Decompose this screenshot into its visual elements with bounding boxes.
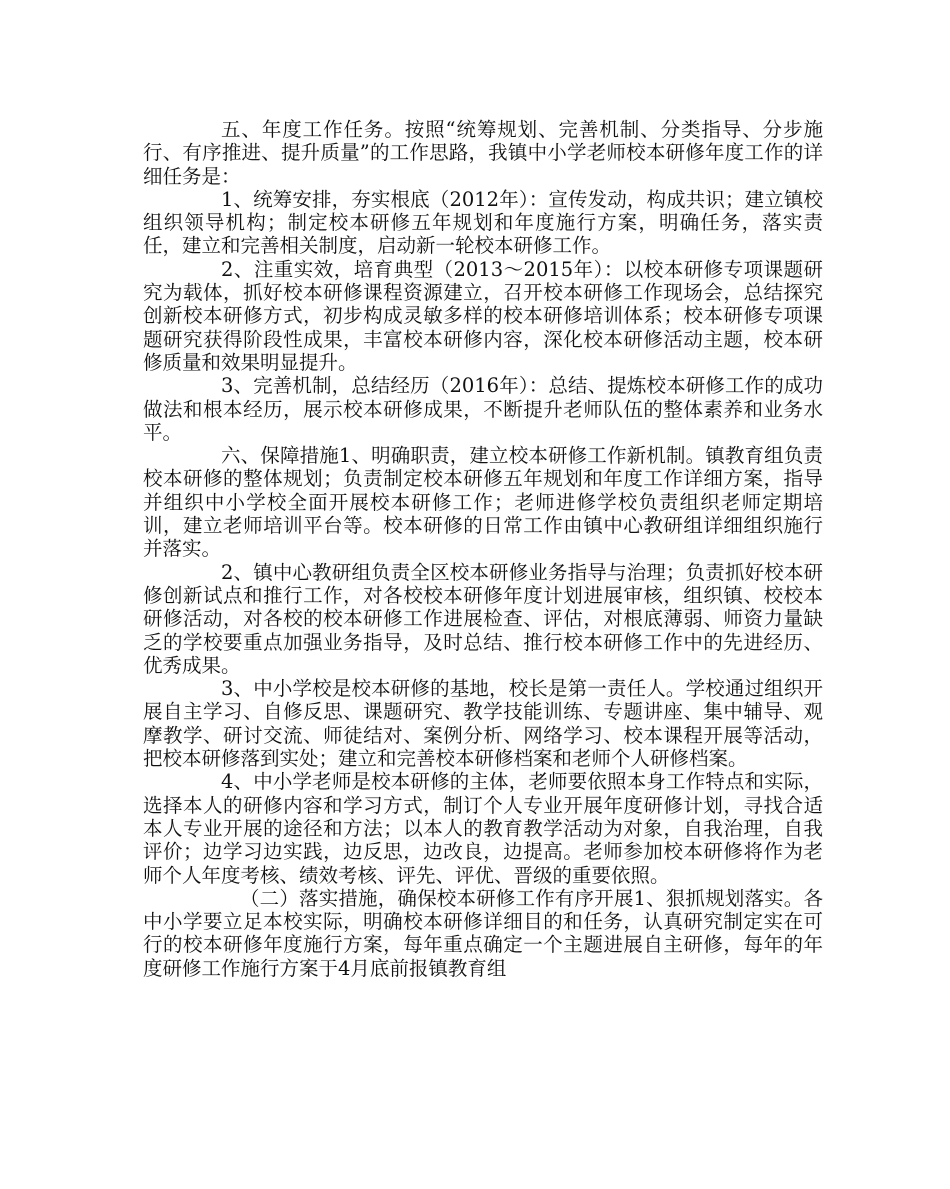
paragraph-task-1: 1、统筹安排，夯实根底（2012年）：宣传发动，构成共识；建立镇校组织领导机构；制定校本研修五年规划和年度施行方案，明确任务，落实责任，建立和完善相关制度，启动新一轮校本研修工作。	[143, 187, 823, 258]
paragraph-safeguard-3: 3、中小学校是校本研修的基地，校长是第一责任人。学校通过组织开展自主学习、自修反思、课题研究、教学技能训练、专题讲座、集中辅导、观摩教学、研讨交流、师徒结对、案例分析、网络学习、校本课程开展等活动，把校本研修落到实处；建立和完善校本研修档案和老师个人研修档案。	[143, 677, 823, 771]
paragraph-annual-tasks: 五、年度工作任务。按照“统筹规划、完善机制、分类指导、分步施行、有序推进、提升质量”的工作思路，我镇中小学老师校本研修年度工作的详细任务是：	[143, 118, 823, 188]
paragraph-safeguard-2: 2、镇中心教研组负责全区校本研修业务指导与治理；负责抓好校本研修创新试点和推行工作，对各校校本研修年度计划进展审核，组织镇、校校本研修活动，对各校的校本研修工作进展检查、评估，对根底薄弱、师资力量缺乏的学校要重点加强业务指导，及时总结、推行校本研修工作中的先进经历、优秀成果。	[143, 560, 823, 677]
paragraph-task-2: 2、注重实效，培育典型（2013～2015年）：以校本研修专项课题研究为载体，抓好校本研修课程资源建立，召开校本研修工作现场会，总结探究创新校本研修方式，初步构成灵敏多样的校本研修培训体系；校本研修专项课题研究获得阶段性成果，丰富校本研修内容，深化校本研修活动主题，校本研修质量和效果明显提升。	[143, 257, 823, 374]
paragraph-implementation: （二）落实措施，确保校本研修工作有序开展1、狠抓规划落实。各中小学要立足本校实际，明确校本研修详细目的和任务，认真研究制定实在可行的校本研修年度施行方案，每年重点确定一个主题进展自主研修，每年的年度研修工作施行方案于4月底前报镇教育组	[143, 886, 823, 980]
document-page	[143, 118, 823, 980]
paragraph-safeguards: 六、保障措施1、明确职责，建立校本研修工作新机制。镇教育组负责校本研修的整体规划；负责制定校本研修五年规划和年度工作详细方案，指导并组织中小学校全面开展校本研修工作；老师进修学校负责组织老师定期培训，建立老师培训平台等。校本研修的日常工作由镇中心教研组详细组织施行并落实。	[143, 444, 823, 561]
paragraph-task-3: 3、完善机制，总结经历（2016年）：总结、提炼校本研修工作的成功做法和根本经历，展示校本研修成果，不断提升老师队伍的整体素养和业务水平。	[143, 374, 823, 444]
paragraph-safeguard-4: 4、中小学老师是校本研修的主体，老师要依照本身工作特点和实际，选择本人的研修内容和学习方式，制订个人专业开展年度研修计划，寻找合适本人专业开展的途径和方法；以本人的教育教学活动为对象，自我治理，自我评价；边学习边实践，边反思，边改良，边提高。老师参加校本研修将作为老师个人年度考核、绩效考核、评先、评优、晋级的重要依照。	[143, 770, 823, 887]
